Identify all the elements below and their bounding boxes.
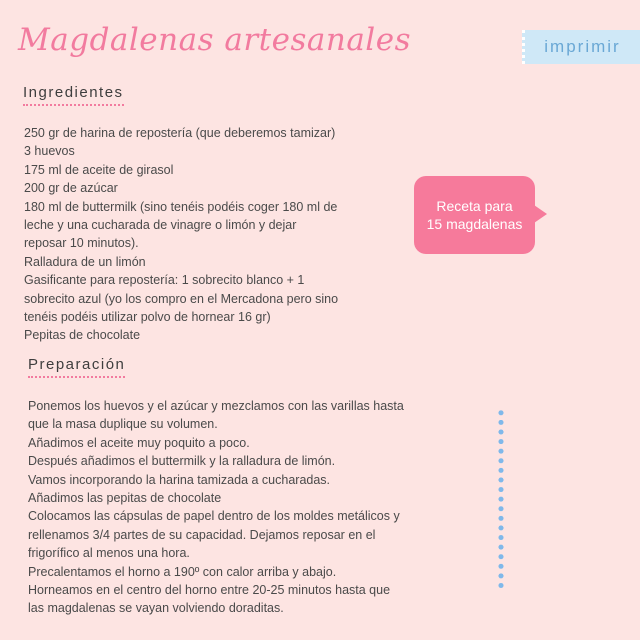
ingredient-line: Pepitas de chocolate xyxy=(24,328,141,343)
ingredient-line: sobrecito azul (yo los compro en el Mercadona pero sino xyxy=(24,291,339,306)
servings-bubble xyxy=(414,176,535,254)
ingredient-line: 175 ml de aceite de girasol xyxy=(24,162,174,177)
servings-line-2: 15 magdalenas xyxy=(426,216,523,232)
preparation-line: Precalentamos el horno a 190º con calor arriba y abajo. xyxy=(28,564,337,579)
ingredient-line: tenéis podéis utilizar polvo de hornear 16 gr) xyxy=(24,310,271,325)
preparation-heading: Preparación xyxy=(28,356,125,378)
ingredient-line: Ralladura de un limón xyxy=(24,254,146,269)
preparation-list xyxy=(28,397,413,618)
preparation-line: Colocamos las cápsulas de papel dentro de los moldes metálicos y xyxy=(28,509,400,524)
ingredient-line: Gasificante para repostería: 1 sobrecito blanco + 1 xyxy=(24,273,305,288)
preparation-line: frigorífico al menos una hora. xyxy=(28,546,190,561)
preparation-line: Añadimos las pepitas de chocolate xyxy=(28,491,222,506)
preparation-line: Después añadimos el buttermilk y la ralladura de limón. xyxy=(28,454,336,469)
ingredient-line: 200 gr de azúcar xyxy=(24,181,118,196)
servings-line-1: Receta para xyxy=(436,198,513,214)
preparation-line: Ponemos los huevos y el azúcar y mezclamos con las varillas hasta xyxy=(28,399,404,413)
ingredients-list xyxy=(24,124,364,345)
ingredient-line: 250 gr de harina de repostería (que deberemos tamizar) xyxy=(24,126,336,140)
dotted-divider xyxy=(498,408,504,592)
preparation-line: rellenamos 3/4 partes de su capacidad. Dejamos reposar en el xyxy=(28,527,376,542)
preparation-line: Vamos incorporando la harina tamizada a cucharadas. xyxy=(28,472,331,487)
ingredient-line: reposar 10 minutos). xyxy=(24,236,139,251)
print-button[interactable]: imprimir xyxy=(522,30,640,64)
ingredients-heading: Ingredientes xyxy=(23,84,124,106)
preparation-line: que la masa duplique su volumen. xyxy=(28,417,218,432)
page-title: Magdalenas artesanales xyxy=(18,22,411,58)
preparation-line: las magdalenas se vayan volviendo doraditas. xyxy=(28,601,284,616)
preparation-line: Horneamos en el centro del horno entre 20-25 minutos hasta que xyxy=(28,583,391,598)
ingredient-line: 3 huevos xyxy=(24,144,75,159)
ingredient-line: leche y una cucharada de vinagre o limón y dejar xyxy=(24,218,297,233)
preparation-line: Añadimos el aceite muy poquito a poco. xyxy=(28,435,250,450)
ingredient-line: 180 ml de buttermilk (sino tenéis podéis coger 180 ml de xyxy=(24,199,338,214)
